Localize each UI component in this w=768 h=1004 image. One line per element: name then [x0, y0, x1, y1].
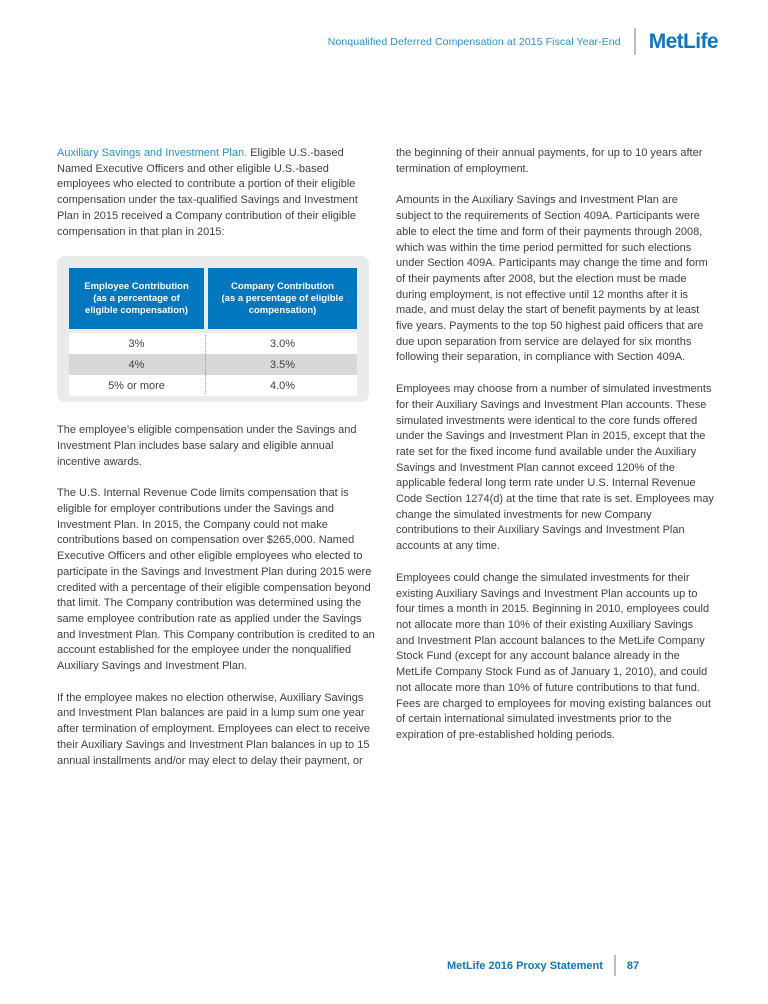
employee-contribution-header-subtitle: (as a percentage of eligible compensation) [85, 292, 188, 316]
company-contribution-cell: 4.0% [269, 379, 296, 392]
page-header [0, 28, 718, 55]
header-vertical-rule [634, 28, 636, 55]
header-section-title: Nonqualified Deferred Compensation at 2015 Fiscal Year-End [327, 35, 621, 48]
company-contribution-header-subtitle: (as a percentage of eligible compensation) [221, 292, 344, 316]
employee-contribution-header [69, 268, 204, 329]
table-row [69, 333, 357, 354]
employee-contribution-cell: 4% [128, 358, 145, 371]
paragraph-auxiliary-plan-intro [57, 146, 375, 240]
metlife-logo: MetLife [648, 29, 718, 53]
left-column [57, 146, 375, 785]
paragraph-eligible-compensation: The employee’s eligible compensation under the Savings and Investment Plan includes base salary and eligible annual incentive awards. [57, 424, 357, 468]
page-body [57, 146, 714, 785]
page-number: 87 [626, 959, 640, 972]
company-contribution-cell: 3.0% [269, 337, 296, 350]
paragraph-lead-in: Auxiliary Savings and Investment Plan. [57, 147, 248, 159]
employee-contribution-cell: 3% [128, 337, 145, 350]
contribution-table [57, 256, 369, 402]
company-contribution-cell: 3.5% [269, 358, 296, 371]
paragraph-lead-in-rest: Eligible U.S.-based Named Executive Officers and other eligible U.S.-based employees who elected to contribute a portion of their eligible compensation under the tax-qualified Savings and Investment Plan in 2015 received a Company contribution of their eligible compensation in that plan in 2015: [57, 147, 358, 238]
company-contribution-header [208, 268, 357, 329]
paragraph-section-409a: Amounts in the Auxiliary Savings and Investment Plan are subject to the requirements of Section 409A. Participants were able to elect the time and form of their payments through 2008, which was within the time period permitted for such elections under Section 409A. Participants may change the time and form of their payments after 2008, but the election must be made during employment, is not effective until 12 months after it is made, and must delay the start of benefit payments by at least five years. Payments to the top 50 highest paid officers that are due upon separation from service are delayed for six months following their separation, in compliance with Section 409A. [396, 194, 708, 364]
contribution-table-header-row [69, 268, 357, 329]
footer-vertical-rule [614, 955, 616, 976]
employee-contribution-header-title: Employee Contribution [84, 280, 189, 292]
contribution-table-rows [69, 333, 357, 396]
paragraph-annual-payments: the beginning of their annual payments, for up to 10 years after termination of employment. [396, 147, 703, 175]
employee-contribution-cell: 5% or more [108, 379, 165, 392]
paragraph-simulated-investments: Employees may choose from a number of simulated investments for their Auxiliary Savings and Investment Plan accounts. These simulated investments were identical to the core funds offered under the Savings and Investment Plan in 2015, except that the rate set for the fixed income fund available under the Auxiliary Savings and Investment Plan cannot exceed 120% of the applicable federal long term rate under U.S. Internal Revenue Code Section 1274(d) at the time that rate is set. Employees may change the simulated investments for new Company contributions to their Auxiliary Savings and Investment Plan accounts at any time. [396, 383, 714, 553]
table-row [69, 354, 357, 375]
paragraph-investment-changes: Employees could change the simulated investments for their existing Auxiliary Savings and Investment Plan accounts up to four times a month in 2015. Beginning in 2010, employees could not allocate more than 10% of their existing Auxiliary Savings and Investment Plan account balances to the MetLife Company Stock Fund (except for any account balance already in the MetLife Company Stock Fund as of January 1, 2010), and could not allocate more than 10% of future contributions to that fund. Fees are charged to employees for moving existing balances out of certain international simulated investments prior to the expiration of pre-established holding periods. [396, 571, 711, 741]
right-column [396, 146, 714, 785]
company-contribution-header-title: Company Contribution [231, 280, 334, 292]
table-column-divider [205, 335, 206, 394]
paragraph-irc-limits: The U.S. Internal Revenue Code limits compensation that is eligible for employer contributions under the Savings and Investment Plan. In 2015, the Company could not make contributions based on compensation over $265,000. Named Executive Officers and other eligible employees who elected to participate in the Savings and Investment Plan during 2015 were credited with a percentage of their eligible compensation beyond that limit. The Company contribution was determined using the same employee contribution rate as applied under the Savings and Investment Plan. This Company contribution is credited to an account established for the employee under the nonqualified Auxiliary Savings and Investment Plan. [57, 487, 375, 673]
table-row [69, 375, 357, 396]
page-footer [447, 955, 639, 976]
footer-document-title: MetLife 2016 Proxy Statement [447, 959, 603, 972]
paragraph-no-election: If the employee makes no election otherwise, Auxiliary Savings and Investment Plan balances are paid in a lump sum one year after termination of employment. Employees can elect to receive their Auxiliary Savings and Investment Plan balances in up to 15 annual installments and/or may elect to delay their payment, or [57, 691, 371, 767]
